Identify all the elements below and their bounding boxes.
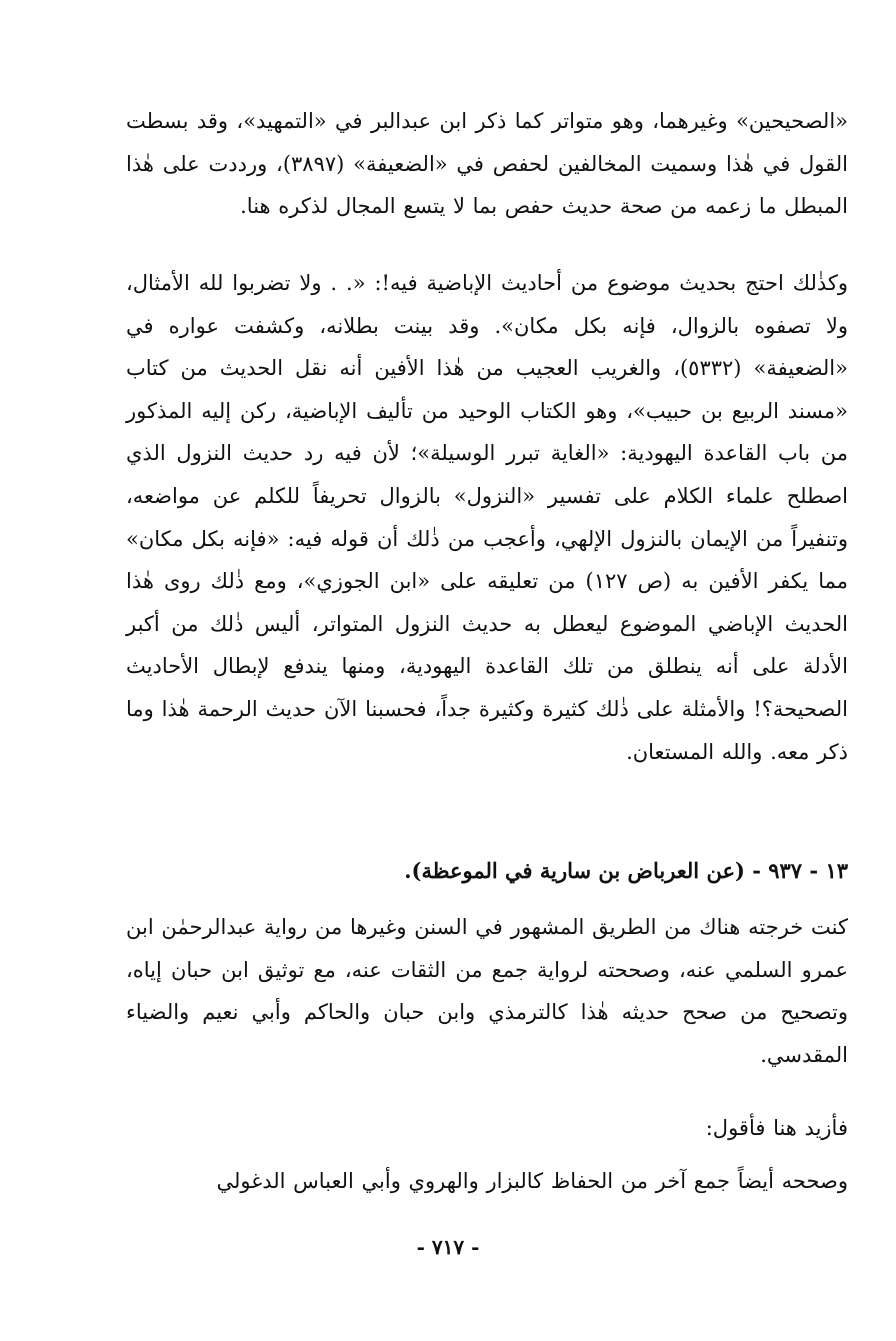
paragraph-takhrij: كنت خرجته هناك من الطريق المشهور في السنن وغيرها من رواية عبدالرحمٰن ابن عمرو السلمي عنه، وصححته لرواية جمع من الثقات عنه، مع توثيق ابن حبان إياه، وتصحيح من صحح حديثه هٰذا كالترمذي وابن حبان والحاكم وأبي نعيم والضياء المقدسي. [126,915,848,1067]
heading-title: (عن العرباض بن سارية في الموعظة). [404,858,745,883]
section-heading [126,850,848,892]
paragraph-addition-intro: فأزيد هنا فأقول: [705,1116,848,1140]
paragraph-ibadiyya-hadith: وكذٰلك احتج بحديث موضوع من أحاديث الإباضية فيه!: «. . ولا تضربوا لله الأمثال، ولا تصفوه بالزوال، فإنه بكل مكان». وقد بينت بطلانه، وكشفت عواره في «الضعيفة» (٥٣٣٢)، والغريب العجيب من هٰذا الأفين أنه نقل الحديث من كتاب «مسند الربيع بن حبيب»، وهو الكتاب الوحيد من تأليف الإباضية، ركن إليه المذكور من باب القاعدة اليهودية: «الغاية تبرر الوسيلة»؛ لأن فيه رد حديث النزول الذي اصطلح علماء الكلام على تفسير «النزول» بالزوال تحريفاً للكلم عن مواضعه، وتنفيراً من الإيمان بالنزول الإلهي، وأعجب من ذٰلك أن قوله فيه: «فإنه بكل مكان» مما يكفر الأفين به (ص ١٢٧) من تعليقه على «ابن الجوزي»، ومع ذٰلك روى هٰذا الحديث الإباضي الموضوع ليعطل به حديث النزول المتواتر، أليس ذٰلك من أكبر الأدلة على أنه ينطلق من تلك القاعدة اليهودية، ومنها يندفع لإبطال الأحاديث الصحيحة؟! والأمثلة على ذٰلك كثيرة وكثيرة جداً، فحسبنا الآن حديث الرحمة هٰذا وما ذكر معه. والله المستعان. [126,271,848,764]
page-number: - ٧١٧ - [416,1235,480,1259]
paragraph-addition: وصححه أيضاً جمع آخر من الحفاظ كالبزار والهروي وأبي العباس الدغولي [216,1169,848,1193]
paragraph-continuation: «الصحيحين» وغيرهما، وهو متواتر كما ذكر ابن عبدالبر في «التمهيد»، وقد بسطت القول في هٰذا وسميت المخالفين لحفص في «الضعيفة» (٣٨٩٧)، ورددت على هٰذا المبطل ما زعمه من صحة حديث حفص بما لا يتسع المجال لذكره هنا. [126,109,848,219]
heading-number: ١٣ - ٩٣٧ - [752,858,848,883]
